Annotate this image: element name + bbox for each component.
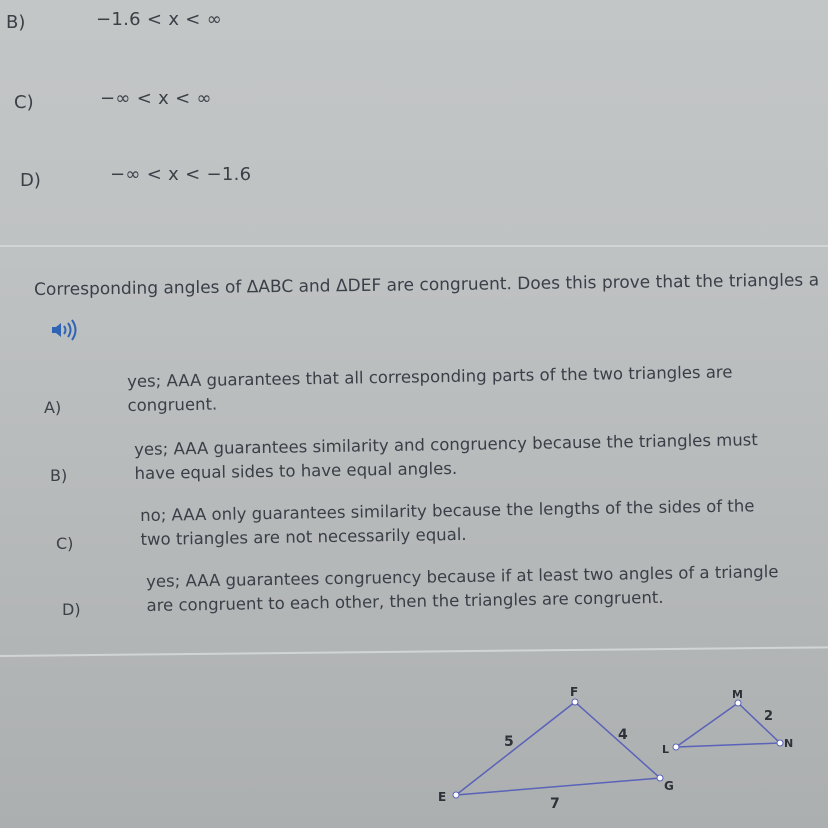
option-a-line1: yes; AAA guarantees that all corresponding parts of the two triangles are — [127, 362, 733, 391]
prev-option-d-letter[interactable]: D) — [20, 170, 41, 191]
label-side-eg: 7 — [550, 796, 560, 812]
label-f: F — [570, 685, 579, 699]
option-b-text[interactable] — [134, 428, 775, 486]
option-d-line2: are congruent to each other, then the triangles are congruent. — [146, 587, 664, 615]
point-l — [673, 744, 679, 750]
prev-option-c-letter[interactable]: C) — [14, 92, 34, 113]
label-l: L — [662, 743, 670, 756]
option-a-text[interactable] — [127, 360, 768, 418]
option-c-text[interactable] — [140, 494, 781, 552]
label-side-fg: 4 — [618, 727, 628, 743]
option-d-letter[interactable]: D) — [62, 600, 81, 619]
option-c-letter[interactable]: C) — [56, 534, 74, 553]
prev-option-d-text[interactable]: −∞ < x < −1.6 — [110, 164, 252, 185]
label-g: G — [664, 779, 674, 793]
prev-option-c-text[interactable]: −∞ < x < ∞ — [100, 88, 212, 109]
speaker-icon[interactable] — [50, 319, 80, 341]
option-c-line2: two triangles are not necessarily equal. — [140, 524, 467, 549]
option-d-line1: yes; AAA guarantees congruency because if at least two angles of a triangle — [146, 562, 779, 591]
prev-option-b-text[interactable]: −1.6 < x < ∞ — [96, 9, 223, 30]
point-g — [657, 775, 663, 781]
label-e: E — [438, 790, 447, 804]
label-side-ef: 5 — [504, 734, 514, 750]
section-divider — [0, 245, 828, 247]
point-n — [777, 740, 783, 746]
option-a-letter[interactable]: A) — [44, 398, 62, 417]
point-f — [572, 699, 578, 705]
label-n: N — [784, 737, 794, 750]
point-e — [453, 792, 459, 798]
question-prompt: Corresponding angles of ΔABC and ΔDEF are congruent. Does this prove that the triangles a — [34, 270, 820, 300]
option-d-text[interactable] — [146, 560, 787, 618]
prev-option-b-letter[interactable]: B) — [6, 12, 26, 33]
label-side-mn: 2 — [764, 709, 774, 724]
option-b-line2: have equal sides to have equal angles. — [134, 458, 458, 483]
option-b-letter[interactable]: B) — [50, 466, 68, 485]
label-m: M — [732, 688, 743, 701]
triangles-figure — [420, 680, 828, 828]
option-a-line2: congruent. — [127, 394, 218, 415]
option-c-line1: no; AAA only guarantees similarity because the lengths of the sides of the — [140, 496, 755, 525]
triangle-efg — [456, 702, 660, 795]
option-b-line1: yes; AAA guarantees similarity and congruency because the triangles must — [134, 430, 758, 459]
